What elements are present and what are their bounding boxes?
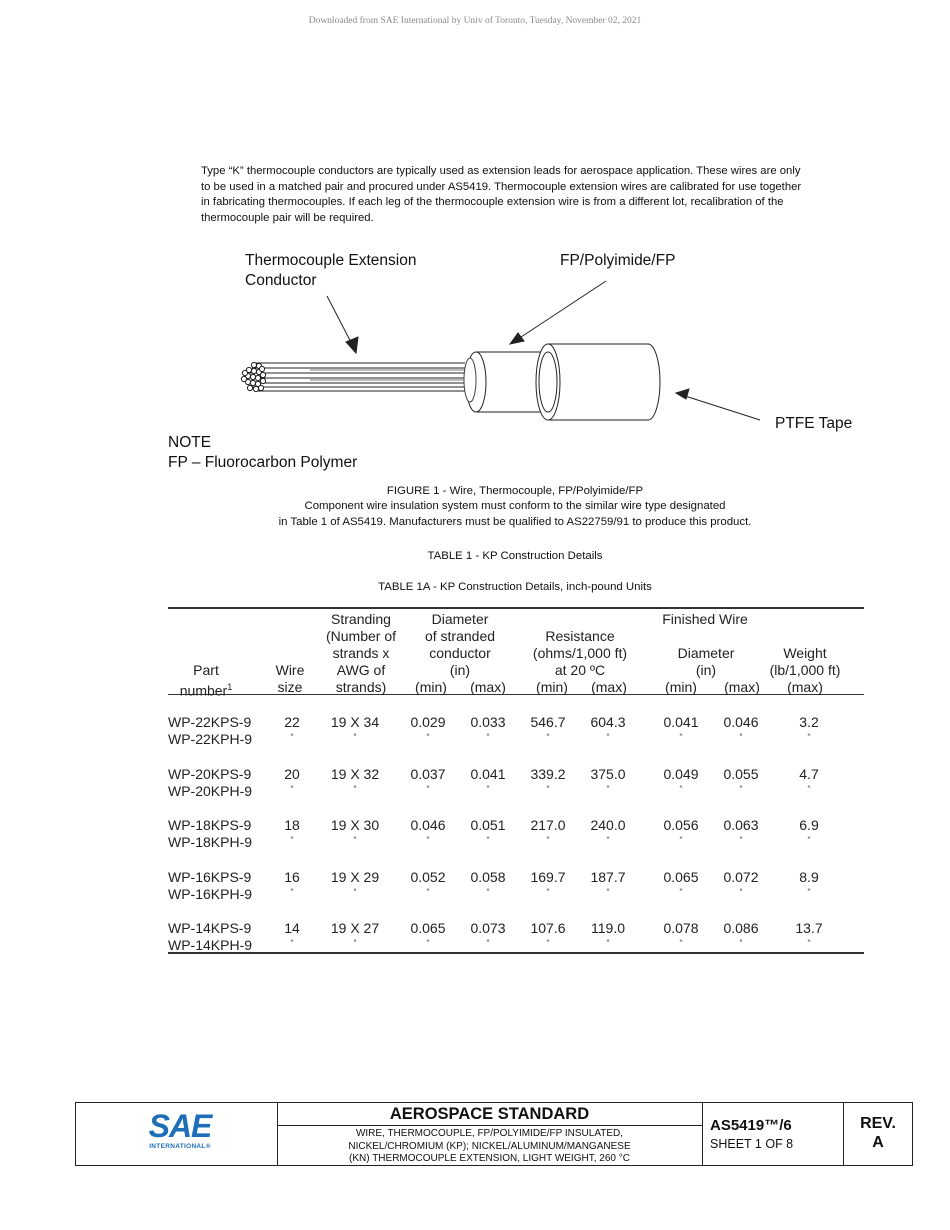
intro-paragraph — [201, 164, 861, 226]
ditto-mark: “ — [807, 835, 811, 845]
header-wire-label: Wire — [275, 662, 305, 678]
table-cell-fd-min: 0.041 — [663, 714, 699, 730]
table-cell-fd-min: 0.056 — [663, 817, 699, 833]
description-line: (KN) THERMOCOUPLE EXTENSION, LIGHT WEIGHT, 260 °C — [349, 1153, 630, 1164]
label-conductor-line2: Conductor — [245, 272, 317, 289]
intro-line: thermocouple pair will be required. — [201, 211, 374, 224]
table-cell-fd-max: 0.055 — [723, 765, 759, 782]
ptfe-tape-layer — [536, 344, 660, 420]
ditto-mark: “ — [426, 938, 430, 948]
header-line: (lb/1,000 ft) — [769, 662, 841, 678]
note-text: FP – Fluorocarbon Polymer — [168, 454, 358, 471]
table-cell-w-max: 8.9 — [799, 868, 819, 885]
header-line: (in) — [449, 662, 471, 678]
table-cell-cd-min: 0.046 — [410, 817, 446, 833]
table-cell-part-a: WP-16KPS-9 — [168, 868, 252, 885]
header-r-max: (max) — [591, 679, 627, 695]
ditto-mark: “ — [807, 783, 811, 794]
table-cell-part-a: WP-18KPS-9 — [168, 817, 252, 833]
ditto-mark: “ — [807, 732, 811, 742]
header-line: (Number of — [325, 628, 397, 644]
header-line: at 20 ºC — [554, 662, 606, 678]
header-resistance — [520, 628, 640, 679]
intro-line: to be used in a matched pair and procured under AS5419. Thermocouple extension wires are calibrated for use together — [201, 180, 802, 193]
header-line: (ohms/1,000 ft) — [532, 645, 628, 661]
ditto-mark: “ — [679, 938, 683, 948]
caption-line: in Table 1 of AS5419. Manufacturers must be qualified to AS22759/91 to produce this product. — [278, 515, 752, 528]
table1a-title: TABLE 1A - KP Construction Details, inch-pound Units — [378, 581, 652, 593]
ditto-mark: “ — [739, 732, 743, 742]
ditto-mark: “ — [486, 886, 490, 897]
table-cell-size: 14 — [284, 920, 300, 936]
table-cell-w-max: 6.9 — [799, 817, 819, 833]
ditto-mark: “ — [606, 732, 610, 742]
table-cell-r-max: 119.0 — [591, 920, 625, 936]
ditto-mark: “ — [546, 835, 550, 845]
table-cell-size: 16 — [284, 868, 300, 885]
table-cell-strand: 19 X 29 — [330, 868, 380, 885]
table-cell-cd-max: 0.041 — [470, 765, 506, 782]
header-part — [168, 662, 244, 700]
arrowhead-insulation — [510, 333, 524, 344]
wire-illustration — [230, 270, 790, 440]
intro-line: in fabricating thermocouples. If each leg of the thermocouple extension wire is from a different lot, recalibration of the — [201, 196, 784, 209]
description-line: WIRE, THERMOCOUPLE, FP/POLYIMIDE/FP INSULATED, — [355, 1128, 624, 1139]
arrow-insulation — [515, 281, 606, 341]
ditto-mark: “ — [739, 938, 743, 948]
table-cell-part-a: WP-14KPS-9 — [168, 920, 252, 936]
ditto-mark: “ — [486, 835, 490, 845]
header-conductor-diameter — [405, 611, 515, 679]
header-size-label: size — [277, 679, 303, 695]
ditto-mark: “ — [546, 783, 550, 794]
ditto-mark: “ — [290, 732, 294, 742]
note-title: NOTE — [168, 434, 212, 451]
caption-line: FIGURE 1 - Wire, Thermocouple, FP/Polyimide/FP — [386, 485, 644, 497]
table-cell-part-b: WP-18KPH-9 — [168, 834, 253, 850]
table-cell-size: 18 — [284, 817, 300, 833]
revision-label: REV. — [860, 1115, 896, 1132]
table-cell-fd-max: 0.046 — [723, 714, 759, 730]
ditto-mark: “ — [546, 886, 550, 897]
table-cell-part-b: WP-14KPH-9 — [168, 937, 253, 953]
table-cell-fd-max: 0.072 — [723, 868, 759, 885]
table-cell-cd-max: 0.033 — [470, 714, 506, 730]
label-insulation: FP/Polyimide/FP — [560, 252, 676, 269]
ditto-mark: “ — [290, 835, 294, 845]
table-cell-fd-max: 0.063 — [723, 817, 759, 833]
header-line: AWG of — [336, 662, 386, 678]
ditto-mark: “ — [486, 783, 490, 794]
header-weight — [762, 645, 848, 679]
table-cell-r-min: 217.0 — [530, 817, 566, 833]
table-cell-cd-min: 0.065 — [410, 920, 446, 936]
header-fd-min: (min) — [665, 679, 697, 695]
conductor-strands — [250, 363, 465, 391]
header-finished-diameter — [650, 645, 762, 679]
header-line: strands) — [335, 679, 387, 695]
intro-line: Type “K” thermocouple conductors are typically used as extension leads for aerospace application. These wires are only — [201, 165, 801, 177]
label-conductor-line1: Thermocouple Extension — [245, 252, 417, 269]
header-line: Diameter — [677, 645, 735, 661]
footnote-marker: 1 — [227, 682, 233, 692]
title-block — [75, 1102, 913, 1166]
ditto-mark: “ — [426, 732, 430, 742]
table-cell-r-min: 546.7 — [530, 714, 566, 730]
table-cell-part-a: WP-20KPS-9 — [168, 765, 252, 782]
table-cell-cd-max: 0.073 — [470, 920, 506, 936]
table-cell-part-b: WP-22KPH-9 — [168, 731, 253, 747]
ditto-mark: “ — [606, 938, 610, 948]
ditto-mark: “ — [546, 938, 550, 948]
header-r-min: (min) — [536, 679, 568, 695]
strand-ends — [241, 362, 265, 391]
figure-caption — [0, 484, 950, 530]
header-line: of stranded — [424, 628, 496, 644]
table-cell-cd-min: 0.029 — [410, 714, 446, 730]
table-cell-r-max: 187.7 — [590, 868, 626, 885]
ditto-mark: “ — [739, 783, 743, 794]
title-block-divider — [702, 1103, 703, 1165]
table-cell-fd-min: 0.078 — [663, 920, 699, 936]
header-finished-wire: Finished Wire — [662, 611, 748, 627]
table-cell-r-max: 240.0 — [590, 817, 626, 833]
table-cell-w-max: 4.7 — [799, 765, 819, 782]
standard-title: AEROSPACE STANDARD — [389, 1105, 590, 1123]
header-part-label: Part — [193, 662, 219, 678]
ditto-mark: “ — [353, 938, 357, 948]
table-cell-part-b: WP-16KPH-9 — [168, 885, 253, 902]
table-cell-cd-min: 0.052 — [410, 868, 446, 885]
caption-line: Component wire insulation system must conform to the similar wire type designated — [304, 500, 726, 513]
sheet-number: SHEET 1 OF 8 — [710, 1137, 794, 1151]
table-cell-strand: 19 X 34 — [330, 714, 380, 730]
header-number-label: number — [179, 682, 228, 699]
table-cell-strand: 19 X 30 — [330, 817, 380, 833]
ditto-mark: “ — [290, 886, 294, 897]
ditto-mark: “ — [426, 783, 430, 794]
table-top-rule — [168, 607, 864, 609]
table-cell-r-min: 107.6 — [530, 920, 566, 936]
ditto-mark: “ — [679, 835, 683, 845]
header-cd-max: (max) — [470, 679, 506, 695]
header-line: strands x — [332, 645, 390, 661]
table-cell-fd-min: 0.065 — [663, 868, 699, 885]
header-line: conductor — [429, 645, 491, 661]
download-watermark: Downloaded from SAE International by Univ of Toronto, Tuesday, November 02, 2021 — [308, 16, 642, 26]
table-cell-strand: 19 X 27 — [330, 920, 380, 936]
ditto-mark: “ — [807, 938, 811, 948]
title-block-hline — [277, 1125, 702, 1126]
document-number: AS5419™/6 — [710, 1117, 792, 1134]
header-line: Stranding — [331, 611, 391, 627]
table-cell-size: 22 — [284, 714, 300, 730]
standard-description — [277, 1128, 702, 1166]
ditto-mark: “ — [679, 732, 683, 742]
table-cell-size: 20 — [284, 765, 300, 782]
arrowhead-conductor — [346, 337, 358, 353]
ditto-mark: “ — [353, 732, 357, 742]
ditto-mark: “ — [606, 835, 610, 845]
sae-logo — [140, 1109, 220, 1150]
ditto-mark: “ — [486, 732, 490, 742]
table-cell-r-max: 604.3 — [590, 714, 626, 730]
table-cell-strand: 19 X 32 — [330, 765, 380, 782]
header-line: Resistance — [545, 628, 615, 644]
table-cell-part-a: WP-22KPS-9 — [168, 714, 252, 730]
ditto-mark: “ — [290, 938, 294, 948]
arrowhead-tape — [676, 389, 689, 399]
header-cd-min: (min) — [415, 679, 447, 695]
header-line: (in) — [695, 662, 717, 678]
ditto-mark: “ — [353, 783, 357, 794]
table-cell-cd-max: 0.058 — [470, 868, 506, 885]
table-cell-w-max: 3.2 — [799, 714, 819, 730]
table-cell-cd-min: 0.037 — [410, 765, 446, 782]
ditto-mark: “ — [739, 835, 743, 845]
ditto-mark: “ — [426, 835, 430, 845]
ditto-mark: “ — [807, 886, 811, 897]
ditto-mark: “ — [606, 886, 610, 897]
ditto-mark: “ — [679, 886, 683, 897]
ditto-mark: “ — [353, 835, 357, 845]
ditto-mark: “ — [679, 783, 683, 794]
sae-logo-mark: SAE — [148, 1108, 212, 1144]
description-line: NICKEL/CHROMIUM (KP); NICKEL/ALUMINUM/MANGANESE — [348, 1140, 631, 1152]
table-bottom-rule — [168, 952, 864, 954]
header-wire-size — [270, 662, 310, 696]
table-cell-cd-max: 0.051 — [470, 817, 506, 833]
table1-title: TABLE 1 - KP Construction Details — [427, 550, 603, 562]
ditto-mark: “ — [546, 732, 550, 742]
header-fd-max: (max) — [724, 679, 760, 695]
table-cell-fd-max: 0.086 — [723, 920, 759, 936]
header-stranding — [318, 611, 404, 696]
ditto-mark: “ — [606, 783, 610, 794]
header-w-max: (max) — [787, 679, 823, 695]
table-cell-r-min: 339.2 — [530, 765, 566, 782]
label-ptfe-tape: PTFE Tape — [775, 415, 853, 432]
table-cell-r-max: 375.0 — [590, 765, 626, 782]
sae-logo-subtext: INTERNATIONAL® — [149, 1143, 211, 1150]
ditto-mark: “ — [486, 938, 490, 948]
ditto-mark: “ — [739, 886, 743, 897]
header-line: Diameter — [431, 611, 489, 627]
table-cell-w-max: 13.7 — [795, 920, 823, 936]
revision — [843, 1114, 913, 1152]
ditto-mark: “ — [426, 886, 430, 897]
revision-value: A — [872, 1134, 884, 1151]
ditto-mark: “ — [290, 783, 294, 794]
table-cell-fd-min: 0.049 — [663, 765, 699, 782]
header-line: Weight — [783, 645, 827, 661]
table-cell-r-min: 169.7 — [530, 868, 566, 885]
arrow-tape — [682, 395, 760, 420]
table-cell-part-b: WP-20KPH-9 — [168, 782, 253, 799]
ditto-mark: “ — [353, 886, 357, 897]
